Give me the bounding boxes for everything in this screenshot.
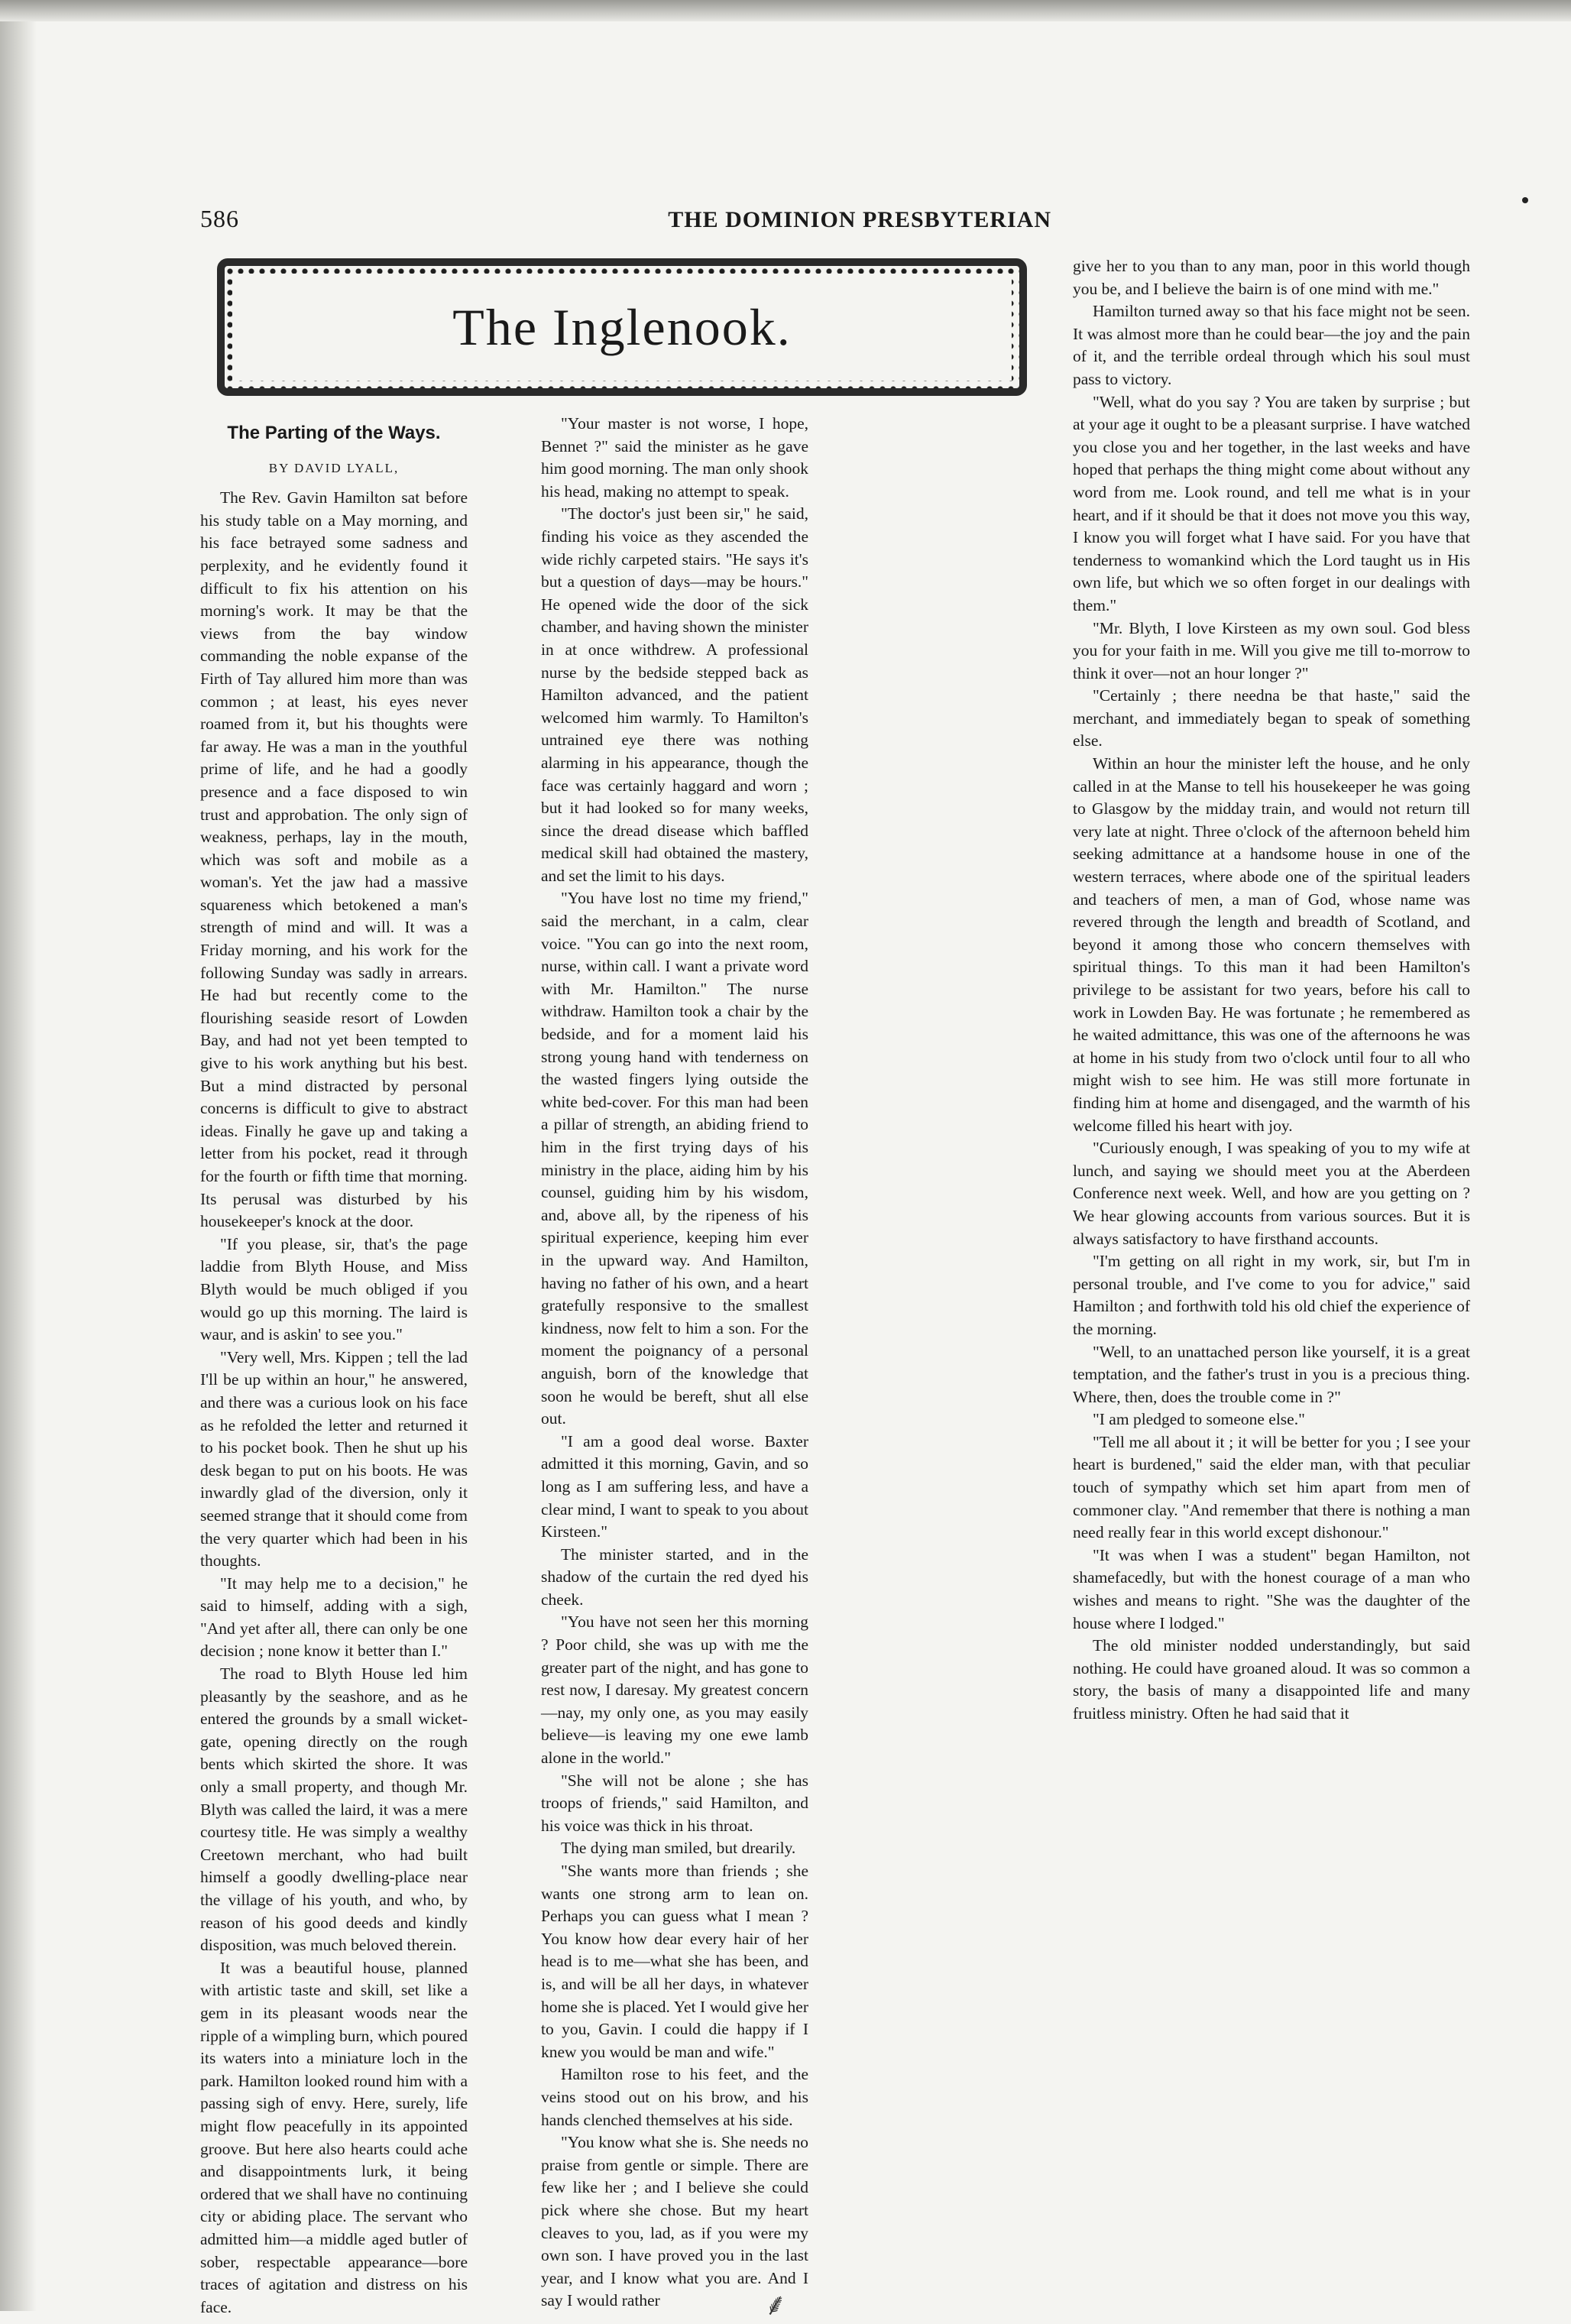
column-2	[541, 413, 808, 2319]
paragraph: The minister started, and in the shadow of the curtain the red dyed his cheek.	[541, 1544, 808, 1609]
article-byline: BY DAVID LYALL,	[268, 460, 400, 475]
paragraph: The road to Blyth House led him pleasantly by the seashore, and as he entered the grounds by a small wicket-gate, opening directly on the rough bents which skirted the shore. It was only a small property, and though Mr. Blyth was called the laird, it was a mere courtesy title. He was simply a wealthy Creetown merchant, who had built himself a goodly dwelling-place near the village of his youth, and who, by reason of his good deeds and kindly disposition, was much beloved therein.	[200, 1664, 468, 1955]
article-title: The Parting of the Ways.	[227, 423, 441, 443]
paragraph: "She wants more than friends ; she wants one strong arm to lean on. Perhaps you can guess what I mean ? You know how dear every hair of her head is to me—what she has been, and is, and will be all her days, in whatever home she is placed. Yet I would give her to you, Gavin. I could die happy if I knew you would be man and wife."	[541, 1862, 808, 2061]
paragraph: "Well, to an unattached person like yourself, it is a great temptation, and the father's trust in you is a precious thing. Where, then, does the trouble come in ?"	[1073, 1342, 1470, 1406]
ink-speck	[1522, 197, 1528, 203]
paragraph: The old minister nodded understandingly, but said nothing. He could have groaned aloud. It was so common a story, the basis of many a disappointed life and many fruitless ministry. Often he had said that it	[1073, 1636, 1470, 1723]
paragraph: The Rev. Gavin Hamilton sat before his study table on a May morning, and his face betrayed some sadness and perplexity, and he evidently found it difficult to fix his attention on his morning's work. It may be that the views from the bay window commanding the noble expanse of the Firth of Tay allured him more than was common ; at least, his eyes never roamed from it, but his thoughts were far away. He was a man in the youthful prime of life, and he had a goodly presence and a face disposed to win trust and approbation. The only sign of weakness, perhaps, lay in the mouth, which was soft and mobile as a woman's. Yet the jaw had a massive squareness which betokened a man's strength of mind and will. It was a Friday morning, and his work for the following Sunday was sadly in arrears. He had but recently come to the flourishing seaside resort of Lowden Bay, and had not yet been tempted to give to his work anything but his best. But a mind distracted by personal concerns is difficult to give to abstract ideas. Finally he gave up and taking a letter from his pocket, read it through for the fourth or fifth time that morning. Its perusal was disturbed by his housekeeper's knock at the door.	[200, 488, 468, 1231]
scan-edge-shadow	[0, 0, 37, 2311]
paragraph: It was a beautiful house, planned with artistic taste and skill, set like a gem in its pleasant woods near the ripple of a wimpling burn, which poured its waters into a miniature loch in the park. Hamilton looked round him with a passing sigh of envy. Here, surely, life might flow peacefully in its appointed groove. But here also hearts could ache and disappointments lurk, it being ordered that we shall have no continuing city or abiding place. The servant who admitted him—a middle aged butler of sober, respectable appearance—bore traces of agitation and distress on his face.	[200, 1958, 468, 2316]
paragraph: Hamilton turned away so that his face might not be seen. It was almost more than he could bear—the joy and the pain of it, and the terrible ordeal through which his soul must pass to victory.	[1073, 302, 1470, 388]
page-header	[200, 205, 1051, 241]
paragraph: Hamilton rose to his feet, and the veins stood out on his brow, and his hands clenched themselves at his side.	[541, 2065, 808, 2129]
paragraph: "Your master is not worse, I hope, Bennet ?" said the minister as he gave him good morning. The man only shook his head, making no attempt to speak.	[541, 414, 808, 501]
paragraph: give her to you than to any man, poor in this world though you be, and I believe the bairn is of one mind with me."	[1073, 257, 1470, 298]
paragraph: "She will not be alone ; she has troops of friends," said Hamilton, and his voice was thick in his throat.	[541, 1771, 808, 1835]
page-number: 586	[200, 205, 239, 232]
section-title: The Inglenook.	[452, 297, 792, 356]
paragraph: "It may help me to a decision," he said to himself, adding with a sigh, "And yet after all, there can only be one decision ; none know it better than I."	[200, 1574, 468, 1661]
paragraph: "Curiously enough, I was speaking of you to my wife at lunch, and saying we should meet you at the Aberdeen Conference next week. Well, and how are you getting on ? We hear glowing accounts from various sources. But it is always satisfactory to have firsthand accounts.	[1073, 1139, 1470, 1248]
paragraph: "Well, what do you say ? You are taken by surprise ; but at your age it ought to be a pleasant surprise. I have watched you close you and her together, in the last weeks and have hoped that perhaps the thing might come about without any word from me. Look round, and tell me what is in your heart, and if it should be that it does not move you this way, I know you will forget what I have said. For you have that tenderness to womankind which the Lord taught us in His own life, but which we so often forget in our dealings with them."	[1073, 392, 1470, 614]
paragraph: "I'm getting on all right in my work, sir, but I'm in personal trouble, and I've come to you for advice," said Hamilton ; and forthwith told his old chief the experience of the morning.	[1073, 1252, 1470, 1338]
paragraph: "You know what she is. She needs no praise from gentle or simple. There are few like her ; and I believe she could pick where she chose. But my heart cleaves to you, lad, as if you were my own son. I have proved you in the last year, and I know what you are. And I say I would rather	[541, 2133, 808, 2310]
paragraph: "Tell me all about it ; it will be better for you ; I see your heart is burdened," said the elder man, with that peculiar touch of sympathy which set him apart from men of commoner clay. "And remember that there is nothing a man need really fear in this world except dishonour."	[1073, 1432, 1470, 1542]
paragraph: "I am pledged to someone else."	[1093, 1410, 1305, 1429]
publication-title: THE DOMINION PRESBYTERIAN	[668, 207, 1051, 232]
scan-top-shadow	[0, 0, 1571, 21]
column-1	[200, 413, 468, 2319]
newspaper-page	[200, 205, 1051, 2316]
article-columns	[200, 413, 1051, 2319]
paragraph: "Mr. Blyth, I love Kirsteen as my own soul. God bless you for your faith in me. Will you give me till to-morrow to think it over—not an hour longer ?"	[1073, 618, 1470, 682]
paragraph: "The doctor's just been sir," he said, finding his voice as they ascended the wide richly carpeted stairs. "He says it's but a question of days—may be hours." He opened wide the door of the sick chamber, and having shown the minister in at once withdrew. A professional nurse by the bedside stepped back as Hamilton advanced, and the patient welcomed him warmly. To Hamilton's untrained eye there was nothing alarming in his appearance, though the face was certainly haggard and worn ; but it had looked so for many weeks, since the dread disease which baffled medical skill had obtained the mastery, and set the limit to his days.	[541, 504, 808, 885]
column-3	[1073, 255, 1470, 1726]
paragraph: "Very well, Mrs. Kippen ; tell the lad I'll be up within an hour," he answered, and there was a curious look on his face as he refolded the letter and returned it to his pocket book. Then he shut up his desk began to put on his boots. He was inwardly glad of the diversion, only it seemed strange that it should come from the very quarter which had been in his thoughts.	[200, 1347, 468, 1570]
paragraph: "It was when I was a student" began Hamilton, not shamefacedly, but with the honest courage of a man who wishes and means to right. "She was the daughter of the house where I lodged."	[1073, 1545, 1470, 1632]
scan-artifact-mark: ⸙	[764, 2287, 787, 2322]
title-frame-inner	[232, 274, 1012, 381]
paragraph: "Certainly ; there needna be that haste," said the merchant, and immediately began to speak of something else.	[1073, 686, 1470, 750]
ornamental-title-frame	[217, 258, 1027, 396]
paragraph: "You have not seen her this morning ? Poor child, she was up with me the greater part of the night, and has gone to rest now, I daresay. My greatest concern—nay, my only one, as you may easily believe—is leaving my one ewe lamb alone in the world."	[541, 1613, 808, 1768]
paragraph: The dying man smiled, but drearily.	[561, 1839, 796, 1858]
paragraph: Within an hour the minister left the house, and he only called in at the Manse to tell his housekeeper he was going to Glasgow by the midday train, and would not return till very late at night. Three o'clock of the afternoon beheld him seeking admittance at a handsome house in one of the western terraces, where abode one of the spiritual leaders and teachers of men, a man of God, whose name was revered through the length and breadth of Scotland, and beyond it among those who concern themselves with spiritual things. To this man it had been Hamilton's privilege to be assistant for two years, before his call to work in Lowden Bay. He was fortunate ; he remembered as he waited admittance, this was one of the afternoons he was at home in his study from two o'clock until four to all who might wish to see him. He was still more fortunate in finding him at home and disengaged, and the warmth of his welcome filled his heart with joy.	[1073, 754, 1470, 1135]
paragraph: "If you please, sir, that's the page laddie from Blyth House, and Miss Blyth would be much obliged if you would go up this morning. The laird is waur, and is askin' to see you."	[200, 1234, 468, 1344]
paragraph: "I am a good deal worse. Baxter admitted it this morning, Gavin, and so long as I am suffering less, and have a clear mind, I want to speak to you about Kirsteen."	[541, 1431, 808, 1541]
paragraph: "You have lost no time my friend," said the merchant, in a calm, clear voice. "You can go into the next room, nurse, within call. I want a private word with Mr. Hamilton." The nurse withdraw. Hamilton took a chair by the bedside, and for a moment laid his strong young hand with tenderness on the wasted fingers lying outside the white bed-cover. For this man had been a pillar of strength, an abiding friend to him in the first trying days of his ministry in the place, aiding him by his counsel, guiding him by his wisdom, and, above all, by the ripeness of his spiritual experience, keeping him ever in the upward way. And Hamilton, having no father of his own, and a heart gratefully responsive to the smallest kindness, now felt to him a son. For the moment the poignancy of a personal anguish, born of the knowledge that soon he would be bereft, shut all else out.	[541, 889, 808, 1428]
